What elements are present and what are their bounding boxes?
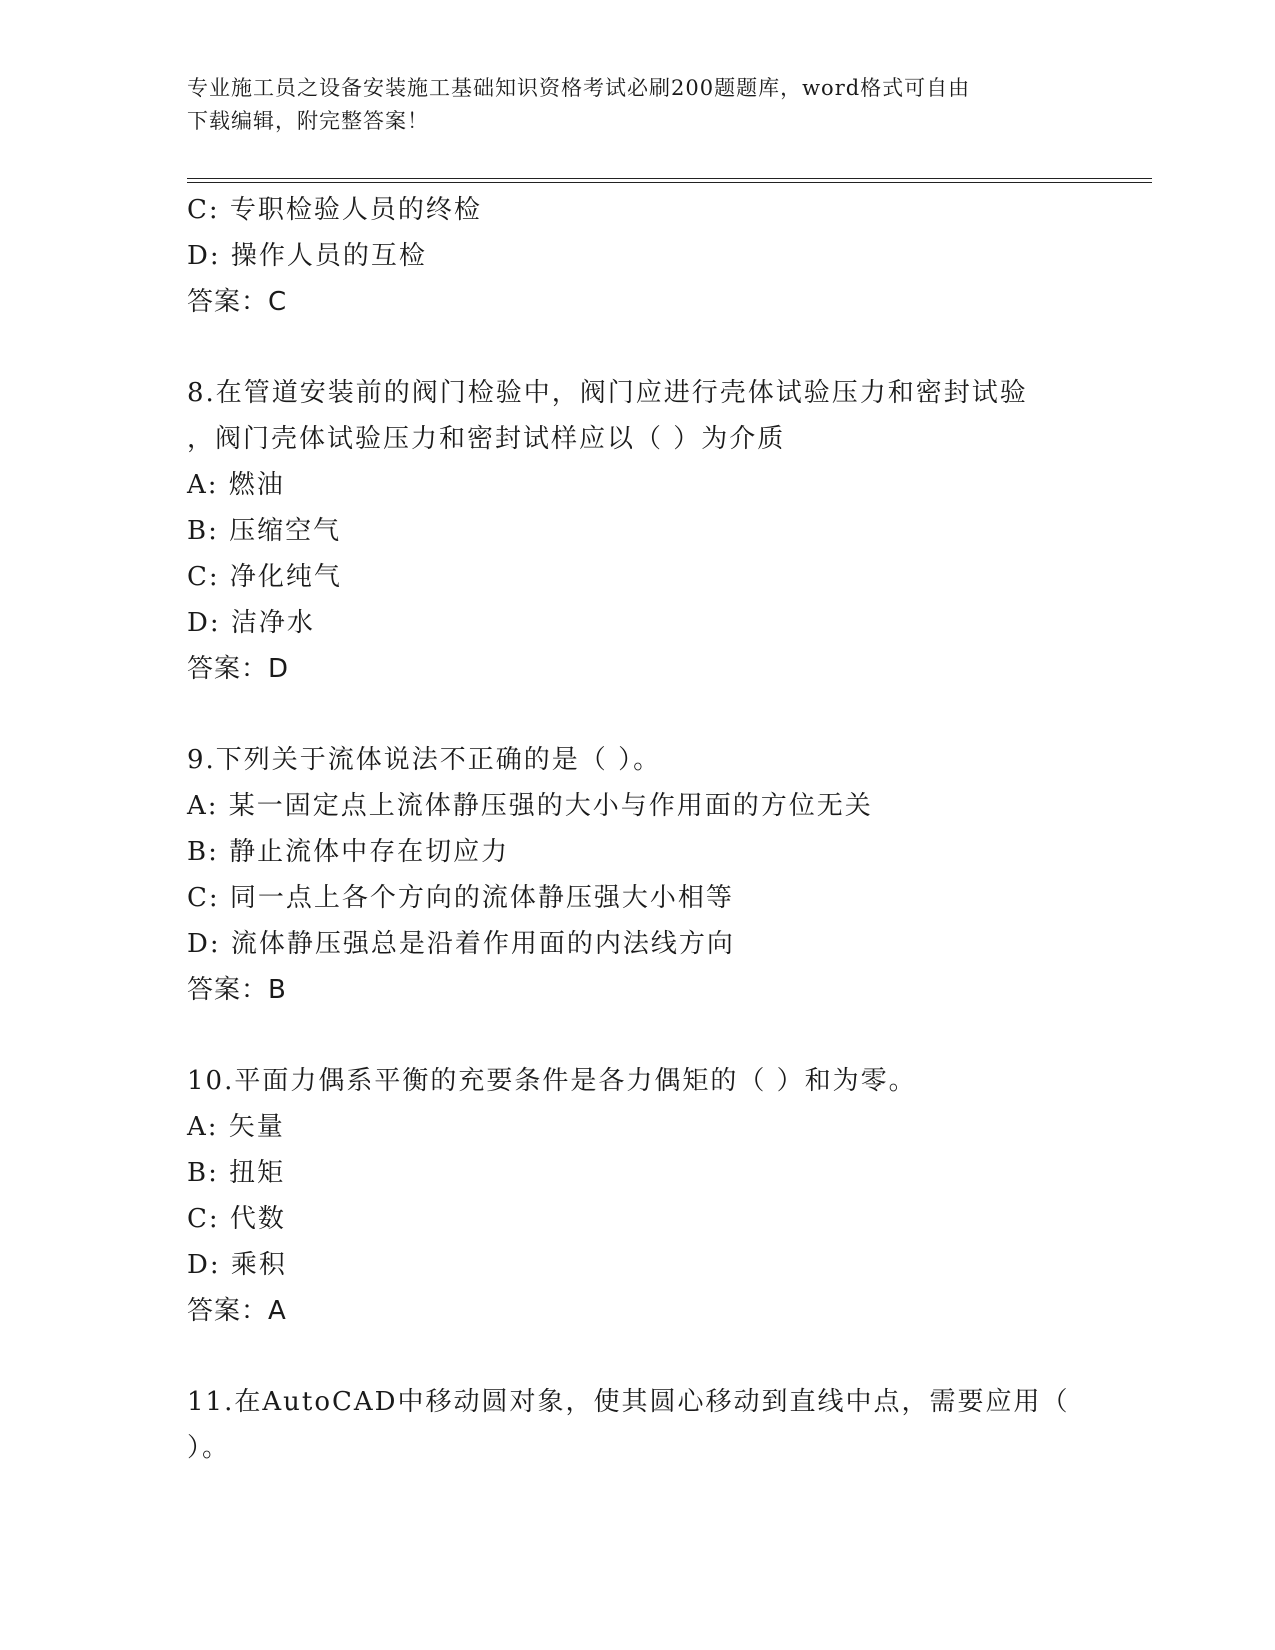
option-line: C: 净化纯气 (187, 562, 342, 592)
option-line: D: 操作人员的互检 (187, 241, 427, 271)
question-list (187, 187, 1087, 1471)
answer-line: 答案：D (187, 654, 290, 684)
answer-line: 答案：B (187, 975, 287, 1005)
question-text: 9.下列关于流体说法不正确的是（ ）。 (187, 745, 662, 775)
option-line: D: 乘积 (187, 1250, 287, 1280)
question-block (187, 370, 1087, 692)
block-spacer (187, 1013, 1087, 1058)
question-block (187, 737, 1087, 1013)
answer-line: 答案：C (187, 287, 288, 317)
option-line: C: 代数 (187, 1204, 286, 1234)
header-line-1: 专业施工员之设备安装施工基础知识资格考试必刷200题题库，word格式可自由 (187, 76, 971, 100)
block-spacer (187, 1334, 1087, 1379)
question-block (187, 187, 1087, 325)
document-header (187, 72, 1087, 138)
option-line: C: 专职检验人员的终检 (187, 195, 482, 225)
question-text: 10.平面力偶系平衡的充要条件是各力偶矩的（ ）和为零。 (187, 1066, 917, 1096)
option-line: C: 同一点上各个方向的流体静压强大小相等 (187, 883, 734, 913)
question-block (187, 1379, 1087, 1471)
question-text: 11.在AutoCAD中移动圆对象，使其圆心移动到直线中点，需要应用（ (187, 1387, 1070, 1417)
option-line: A: 某一固定点上流体静压强的大小与作用面的方位无关 (187, 791, 873, 821)
header-divider-bottom (187, 182, 1152, 183)
question-text: ，阀门壳体试验压力和密封试样应以（ ）为介质 (187, 424, 786, 454)
question-text: ）。 (187, 1433, 231, 1463)
question-text: 8.在管道安装前的阀门检验中，阀门应进行壳体试验压力和密封试验 (187, 378, 1028, 408)
header-line-2: 下载编辑，附完整答案！ (187, 109, 429, 133)
option-line: A: 燃油 (187, 470, 285, 500)
block-spacer (187, 692, 1087, 737)
option-line: A: 矢量 (187, 1112, 285, 1142)
option-line: B: 压缩空气 (187, 516, 342, 546)
option-line: B: 扭矩 (187, 1158, 286, 1188)
answer-line: 答案：A (187, 1296, 287, 1326)
option-line: D: 流体静压强总是沿着作用面的内法线方向 (187, 929, 735, 959)
header-divider-top (187, 178, 1152, 179)
block-spacer (187, 325, 1087, 370)
option-line: B: 静止流体中存在切应力 (187, 837, 510, 867)
question-block (187, 1058, 1087, 1334)
option-line: D: 洁净水 (187, 608, 315, 638)
